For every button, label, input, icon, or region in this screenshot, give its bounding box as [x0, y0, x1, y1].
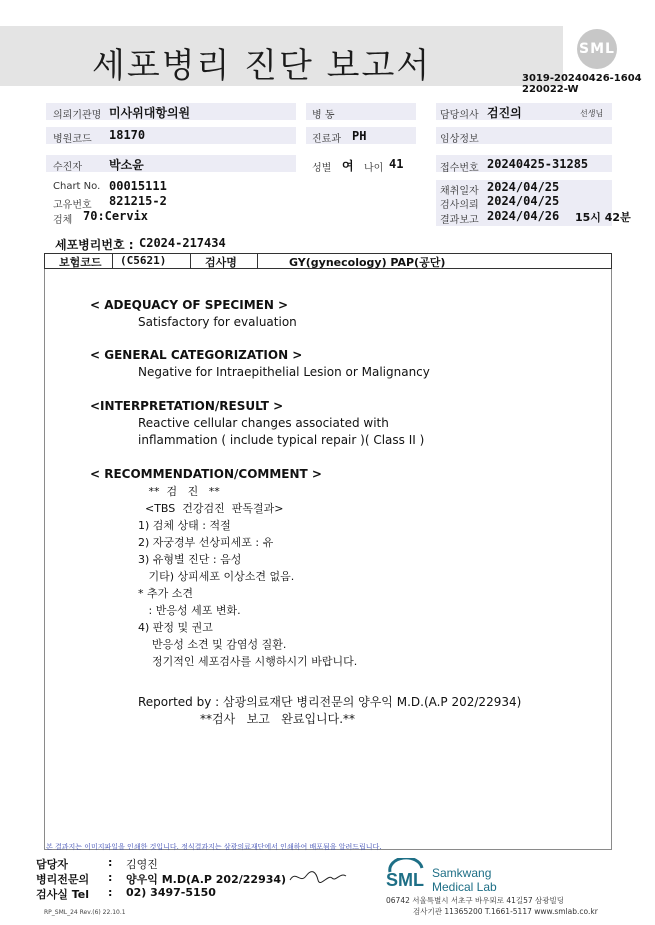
chart-label: Chart No.: [53, 181, 101, 192]
list-item: 기타) 상피세포 이상소견 없음.: [138, 570, 295, 583]
pathologist-value: 양우익 M.D(A.P 202/22934): [126, 873, 287, 886]
list-item: * 추가 소견: [138, 587, 193, 600]
ins-code-label: 보험코드: [59, 256, 102, 269]
institution-label: 의뢰기관명: [53, 110, 102, 121]
name-value: 박소윤: [109, 158, 144, 172]
interpretation-heading: <INTERPRETATION/RESULT >: [90, 399, 284, 413]
completion-note: **검사 보고 완료입니다.**: [200, 712, 356, 726]
unique-label: 고유번호: [53, 200, 92, 211]
signature-icon: [288, 868, 348, 886]
colon: :: [108, 886, 113, 899]
colon: :: [108, 871, 113, 884]
cyto-number-label: 세포병리번호 :: [55, 238, 134, 252]
divider: [190, 254, 191, 268]
result-label: 결과보고: [440, 215, 479, 226]
address-line1: 06742 서울특별시 서초구 바우뫼로 41길57 삼광빌딩: [386, 896, 565, 905]
cyto-number: C2024-217434: [139, 236, 226, 250]
colon: :: [108, 856, 113, 869]
collect-date: 2024/04/25: [487, 180, 560, 194]
lab-tel-label: 검사실 Tel: [36, 888, 89, 901]
lab-tel-value: 02) 3497-5150: [126, 886, 216, 899]
list-item: 1) 검체 상태 : 적절: [138, 519, 231, 532]
result-date: 2024/04/26: [487, 209, 560, 223]
specimen-label: 검체: [53, 215, 73, 226]
brand-logo-text: SML: [386, 870, 424, 890]
general-text: Negative for Intraepithelial Lesion or Malignancy: [138, 365, 430, 379]
age-label: 나이: [364, 163, 384, 174]
sml-brand-logo-icon: [386, 858, 426, 894]
sml-logo-icon: SML: [577, 29, 617, 69]
receipt-label: 접수번호: [440, 163, 479, 174]
general-heading: < GENERAL CATEGORIZATION >: [90, 348, 303, 362]
chart-value: 00015111: [109, 179, 167, 193]
adequacy-heading: < ADEQUACY OF SPECIMEN >: [90, 298, 289, 312]
report-title: 세포병리 진단 보고서: [92, 46, 432, 86]
divider: [112, 254, 113, 268]
interpretation-line2: inflammation ( include typical repair )( Class II ): [138, 433, 425, 447]
list-item: 2) 자궁경부 선상피세포 : 유: [138, 536, 274, 549]
request-id-line2: 220022-W: [522, 84, 579, 95]
ins-code: (C5621): [120, 254, 167, 267]
test-code-bar: [44, 253, 612, 269]
list-item: 4) 판정 및 권고: [138, 621, 213, 634]
institution-value: 미사위대항의원: [109, 106, 191, 120]
request-date: 2024/04/25: [487, 194, 560, 208]
recommendation-list: [138, 483, 357, 670]
manager-label: 담당자: [36, 858, 68, 871]
sex-label: 성별: [312, 163, 332, 174]
request-id: [522, 73, 642, 95]
image-notice: 본 결과지는 이미지파일을 인쇄한 것입니다. 정식결과지는 삼광의료재단에서 인쇄하여 배포됨을 알려드립니다.: [46, 843, 382, 851]
clinical-label: 임상정보: [440, 134, 479, 145]
adequacy-text: Satisfactory for evaluation: [138, 315, 297, 329]
specimen-value: 70:Cervix: [83, 209, 149, 223]
doctor-suffix: 선생님: [580, 109, 604, 118]
doctor-label: 담당의사: [440, 110, 479, 121]
test-name-label: 검사명: [205, 256, 237, 269]
list-item: 정기적인 세포검사를 시행하시기 바랍니다.: [138, 655, 358, 668]
unique-value: 821215-2: [109, 194, 167, 208]
list-item: : 반응성 세포 변화.: [138, 604, 241, 617]
interpretation-line1: Reactive cellular changes associated with: [138, 416, 389, 430]
ward-label: 병 동: [312, 110, 335, 121]
manager-value: 김영진: [126, 858, 158, 871]
receipt-value: 20240425-31285: [487, 157, 589, 171]
dept-value: PH: [352, 129, 367, 143]
name-cell: [46, 155, 296, 172]
list-item: ** 검 진 **: [138, 485, 220, 498]
recommendation-heading: < RECOMMENDATION/COMMENT >: [90, 467, 322, 481]
age-value: 41: [389, 157, 404, 171]
hospital-code-label: 병원코드: [53, 134, 92, 145]
name-label: 수진자: [53, 162, 82, 173]
list-item: 반응성 소견 및 감염성 질환.: [138, 638, 287, 651]
pathologist-label: 병리전문의: [36, 873, 90, 886]
doctor-value: 검진의: [487, 106, 522, 120]
brand-name-line1: Samkwang: [432, 866, 492, 880]
reported-by: Reported by : 삼광의료재단 병리전문의 양우익 M.D.(A.P 202/22934): [138, 695, 522, 709]
result-time: 15시 42분: [575, 211, 631, 224]
divider: [257, 254, 258, 268]
address-line2: 검사기관 11365200 T.1661-5117 www.smlab.co.kr: [413, 907, 598, 916]
hospital-code-value: 18170: [109, 128, 146, 142]
brand-name-line2: Medical Lab: [432, 880, 497, 894]
sex-value: 여: [342, 159, 354, 173]
form-code: RP_SML_24 Rev.(6) 22.10.1: [44, 909, 126, 916]
request-label: 검사의뢰: [440, 200, 479, 211]
collect-label: 채취일자: [440, 186, 479, 197]
dept-label: 진료과: [312, 134, 341, 145]
list-item: 3) 유형별 진단 : 음성: [138, 553, 242, 566]
list-item: <TBS 건강검진 판독결과>: [138, 502, 284, 515]
request-id-line1: 3019-20240426-1604: [522, 73, 642, 84]
test-name: GY(gynecology) PAP(공단): [289, 256, 446, 269]
